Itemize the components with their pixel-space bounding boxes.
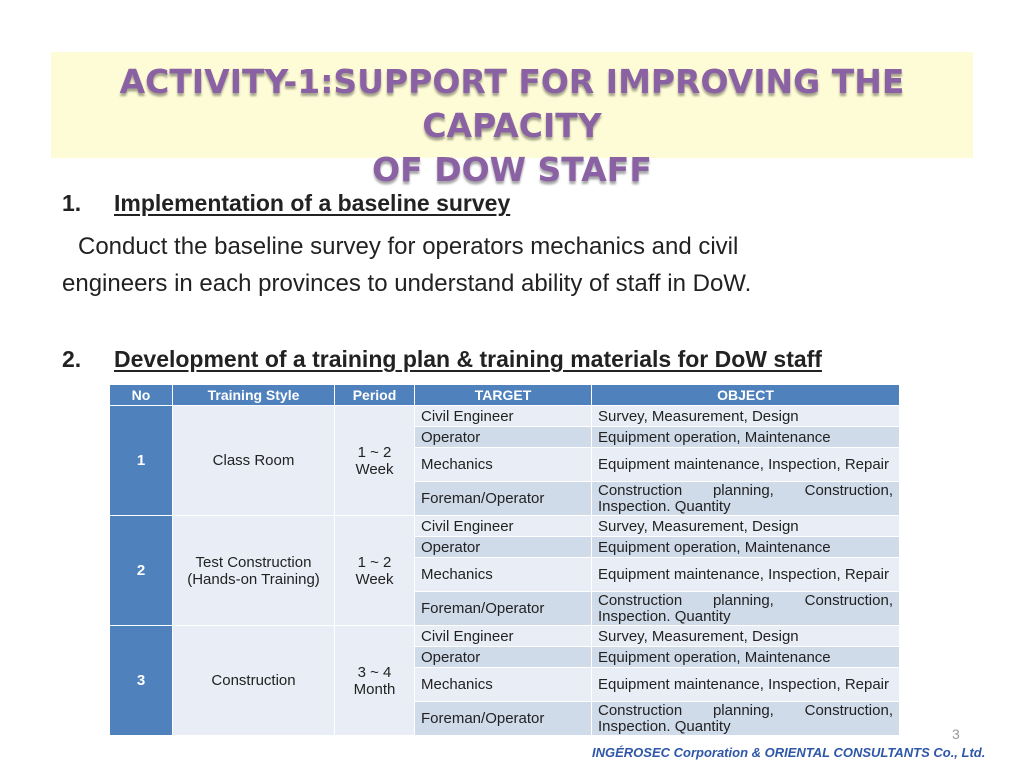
row-no-cell: 1 [110, 406, 173, 516]
table-row [110, 516, 900, 537]
description-line-1: Conduct the baseline survey for operators mechanics and civil [78, 233, 739, 260]
section-1-title: Implementation of a baseline survey [114, 190, 511, 216]
slide-title-line2: OF DOW STAFF [372, 150, 652, 189]
header-target: TARGET [415, 385, 592, 406]
header-object: OBJECT [592, 385, 900, 406]
target-cell: Civil Engineer [415, 516, 592, 537]
table-header-row [110, 385, 900, 406]
period-cell: 1 ~ 2 Week [335, 406, 415, 516]
target-cell: Civil Engineer [415, 406, 592, 427]
period-cell: 1 ~ 2 Week [335, 516, 415, 626]
object-cell: Equipment operation, Maintenance [592, 537, 900, 558]
page-number: 3 [952, 726, 960, 742]
section-1-heading [62, 190, 510, 217]
object-cell: Construction planning, Construction, Inspection. Quantity [592, 482, 900, 516]
table-row [110, 626, 900, 647]
training-style-cell: Construction [173, 626, 335, 736]
target-cell: Foreman/Operator [415, 702, 592, 736]
row-no-cell: 2 [110, 516, 173, 626]
target-cell: Civil Engineer [415, 626, 592, 647]
header-period: Period [335, 385, 415, 406]
target-cell: Operator [415, 647, 592, 668]
section-1-number: 1. [62, 190, 82, 216]
training-style-cell: Test Construction (Hands-on Training) [173, 516, 335, 626]
description-line-2: engineers in each provinces to understand ability of staff in DoW. [62, 270, 752, 297]
training-plan-table [109, 384, 900, 736]
object-cell: Construction planning, Construction, Inspection. Quantity [592, 592, 900, 626]
section-1-description [62, 228, 982, 302]
table-row [110, 406, 900, 427]
target-cell: Foreman/Operator [415, 592, 592, 626]
target-cell: Foreman/Operator [415, 482, 592, 516]
target-cell: Mechanics [415, 448, 592, 482]
title-banner [51, 52, 973, 189]
header-no: No [110, 385, 173, 406]
training-style-cell: Class Room [173, 406, 335, 516]
object-cell: Construction planning, Construction, Inspection. Quantity [592, 702, 900, 736]
target-cell: Operator [415, 537, 592, 558]
object-cell: Equipment maintenance, Inspection, Repair [592, 558, 900, 592]
object-cell: Survey, Measurement, Design [592, 406, 900, 427]
period-cell: 3 ~ 4 Month [335, 626, 415, 736]
section-2-number: 2. [62, 346, 82, 372]
object-cell: Survey, Measurement, Design [592, 516, 900, 537]
section-2-heading [62, 346, 822, 373]
object-cell: Equipment maintenance, Inspection, Repair [592, 668, 900, 702]
slide-title-line1: ACTIVITY-1:SUPPORT FOR IMPROVING THE CAPACITY [119, 62, 905, 145]
object-cell: Equipment maintenance, Inspection, Repair [592, 448, 900, 482]
row-no-cell: 3 [110, 626, 173, 736]
object-cell: Survey, Measurement, Design [592, 626, 900, 647]
target-cell: Mechanics [415, 558, 592, 592]
section-2-title: Development of a training plan & training materials for DoW staff [114, 346, 822, 372]
target-cell: Mechanics [415, 668, 592, 702]
object-cell: Equipment operation, Maintenance [592, 647, 900, 668]
object-cell: Equipment operation, Maintenance [592, 427, 900, 448]
header-training-style: Training Style [173, 385, 335, 406]
footer-credit: INGÉROSEC Corporation & ORIENTAL CONSULTANTS Co., Ltd. [592, 745, 986, 760]
target-cell: Operator [415, 427, 592, 448]
